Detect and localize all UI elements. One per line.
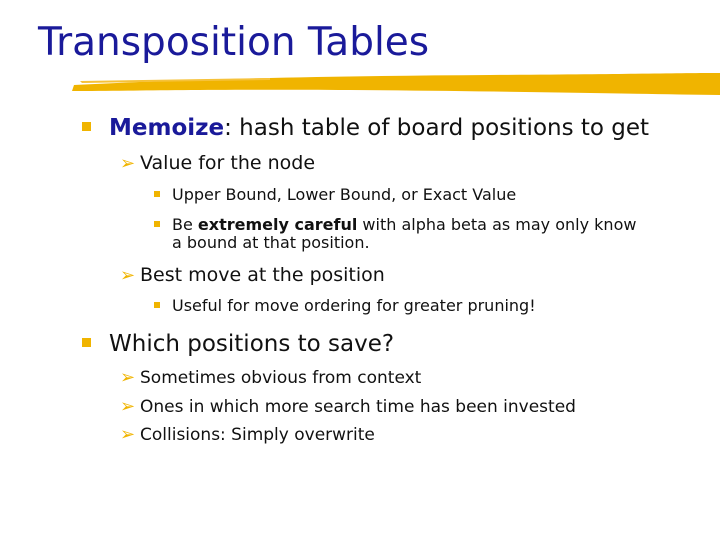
bullet-text: Which positions to save? [109,331,395,357]
arrow-bullet-icon: ➢ [120,396,136,417]
detail-careful [154,216,636,252]
square-bullet-icon [154,191,160,197]
detail-suffix: with alpha beta as may only know [357,215,637,234]
subbullet-value [120,152,315,174]
bullet-memoize [82,115,649,141]
subbullet-text: Value for the node [140,152,316,174]
square-bullet-icon [154,302,160,308]
slide-title: Transposition Tables [38,20,430,65]
detail-emphasis: extremely careful [197,215,358,234]
subbullet-best-move [120,264,385,286]
title-underline [70,70,720,102]
detail-bounds [154,186,516,204]
detail-line2: a bound at that position. [172,233,370,252]
subbullet-text: Sometimes obvious from context [140,368,422,388]
subbullet-obvious [120,367,421,388]
arrow-bullet-icon: ➢ [120,367,136,388]
subbullet-text: Ones in which more search time has been invested [140,397,576,417]
detail-text: Upper Bound, Lower Bound, or Exact Value [172,185,517,204]
arrow-bullet-icon: ➢ [120,153,136,174]
subbullet-text: Best move at the position [140,264,385,286]
arrow-bullet-icon: ➢ [120,265,136,286]
subbullet-invested [120,396,576,417]
arrow-bullet-icon: ➢ [120,424,136,445]
detail-ordering [154,297,536,315]
subbullet-collisions [120,424,375,445]
bullet-keyword: Memoize [109,115,225,141]
square-bullet-icon [154,221,160,227]
square-bullet-icon [82,122,91,131]
detail-prefix: Be [172,215,198,234]
square-bullet-icon [82,338,91,347]
bullet-text: : hash table of board positions to get [224,115,650,141]
subbullet-text: Collisions: Simply overwrite [140,425,375,445]
detail-text: Useful for move ordering for greater pruning! [172,296,536,315]
bullet-which-positions [82,331,394,357]
